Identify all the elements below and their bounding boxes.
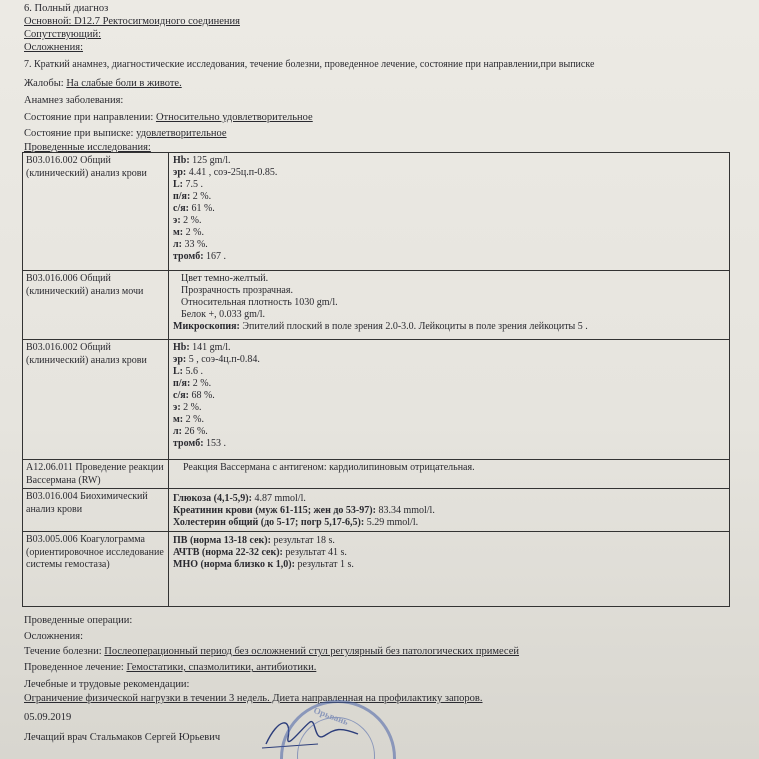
- stamp-text: Орьвань: [312, 705, 350, 727]
- result-line: Относительная плотность 1030 gm/l.: [181, 297, 338, 308]
- complaints-value: На слабые боли в животе.: [66, 78, 182, 89]
- operations-label: Проведенные операции:: [24, 615, 133, 626]
- result-line: Глюкоза (4,1-5,9): 4.87 mmol/l.: [173, 493, 306, 504]
- result-line: эр: 5 , соэ-4ц.п-0.84.: [173, 354, 260, 365]
- test-results: [169, 489, 729, 531]
- result-line: МНО (норма близко к 1,0): результат 1 s.: [173, 559, 354, 570]
- test-results: [169, 532, 729, 606]
- result-line: л: 33 %.: [173, 239, 208, 250]
- result-line: эр: 4.41 , соэ-25ц.п-0.85.: [173, 167, 278, 178]
- concomitant-label: Сопутствующий:: [24, 29, 102, 40]
- result-line: э: 2 %.: [173, 215, 202, 226]
- test-name: B03.016.004 Биохимический анализ крови: [23, 489, 169, 531]
- test-name: B03.005.006 Коагулограмма (ориентировочное исследование системы гемостаза): [23, 532, 169, 606]
- table-row: [23, 460, 729, 489]
- state-discharge-value: удовлетворительное: [136, 128, 227, 139]
- course: [24, 645, 519, 658]
- anamnesis-label: Анамнез заболевания:: [24, 95, 124, 106]
- result-line: Реакция Вассермана с антигеном: кардиолипиновым отрицательная.: [183, 462, 475, 473]
- complications-label: Осложнения:: [24, 42, 83, 53]
- test-results: [169, 153, 729, 270]
- footer-complications-label: Осложнения:: [24, 631, 83, 642]
- section6-title: 6. Полный диагноз: [24, 3, 109, 14]
- result-line: АЧТВ (норма 22-32 сек): результат 41 s.: [173, 547, 347, 558]
- table-row: [23, 271, 729, 340]
- test-results: [169, 271, 729, 339]
- recommendations-label: Лечебные и трудовые рекомендации:: [24, 679, 190, 690]
- state-referral: [24, 111, 313, 124]
- result-line: Креатинин крови (муж 61-115; жен до 53-97): 83.34 mmol/l.: [173, 505, 435, 516]
- result-line: Hb: 125 gm/l.: [173, 155, 231, 166]
- result-line: п/я: 2 %.: [173, 378, 212, 389]
- result-line: L: 7.5 .: [173, 179, 203, 190]
- table-row: [23, 489, 729, 532]
- result-line: с/я: 68 %.: [173, 390, 215, 401]
- treatment-label: Проведенное лечение:: [24, 662, 124, 673]
- result-line: м: 2 %.: [173, 227, 204, 238]
- course-label: Течение болезни:: [24, 646, 102, 657]
- test-name: A12.06.011 Проведение реакции Вассермана (RW): [23, 460, 169, 488]
- main-diagnosis: Основной: D12.7 Ректосигмоидного соединения: [24, 16, 240, 27]
- section7-title: 7. Краткий анамнез, диагностические исследования, течение болезни, проведенное лечение, состояние при направлении,при выписке: [24, 59, 595, 70]
- result-line: тромб: 167 .: [173, 251, 227, 262]
- result-line: L: 5.6 .: [173, 366, 203, 377]
- result-line: тромб: 153 .: [173, 438, 227, 449]
- result-line: Hb: 141 gm/l.: [173, 342, 231, 353]
- test-name: B03.016.006 Общий (клинический) анализ мочи: [23, 271, 169, 339]
- result-line: м: 2 %.: [173, 414, 204, 425]
- result-line: п/я: 2 %.: [173, 191, 212, 202]
- tests-table: [22, 152, 730, 607]
- complaints: [24, 77, 182, 90]
- result-line: с/я: 61 %.: [173, 203, 215, 214]
- result-line: Цвет темно-желтый.: [181, 273, 269, 284]
- test-name: B03.016.002 Общий (клинический) анализ крови: [23, 340, 169, 459]
- state-discharge: [24, 127, 227, 140]
- treatment-value: Гемостатики, спазмолитики, антибиотики.: [126, 662, 317, 673]
- doctor-name: Лечащий врач Стальмаков Сергей Юрьевич: [24, 732, 221, 743]
- state-discharge-label: Состояние при выписке:: [24, 128, 134, 139]
- result-line: Холестерин общий (до 5-17; погр 5,17-6,5): 5.29 mmol/l.: [173, 517, 419, 528]
- test-name: B03.016.002 Общий (клинический) анализ крови: [23, 153, 169, 270]
- tests-label: Проведенные исследования:: [24, 142, 151, 153]
- result-line: ПВ (норма 13-18 сек): результат 18 s.: [173, 535, 335, 546]
- document-date: 05.09.2019: [24, 712, 72, 723]
- test-results: [169, 340, 729, 459]
- table-row: [23, 153, 729, 271]
- state-referral-label: Состояние при направлении:: [24, 112, 154, 123]
- test-results: [169, 460, 729, 488]
- treatment: [24, 661, 316, 674]
- complaints-label: Жалобы:: [24, 78, 64, 89]
- table-row: [23, 532, 729, 606]
- result-line: л: 26 %.: [173, 426, 208, 437]
- result-line: Белок +, 0.033 gm/l.: [181, 309, 266, 320]
- table-row: [23, 340, 729, 460]
- state-referral-value: Относительно удовлетворительное: [155, 112, 313, 123]
- result-line: э: 2 %.: [173, 402, 202, 413]
- result-line: Микроскопия: Эпителий плоский в поле зрения 2.0-3.0. Лейкоциты в поле зрения лейкоциты 5 .: [173, 321, 588, 332]
- recommendations-value: Ограничение физической нагрузки в течении 3 недель. Диета направленная на профилактику запоров.: [24, 693, 483, 704]
- result-line: Прозрачность прозрачная.: [181, 285, 293, 296]
- course-value: Послеоперационный период без осложнений стул регулярный без патологических примесей: [104, 646, 520, 657]
